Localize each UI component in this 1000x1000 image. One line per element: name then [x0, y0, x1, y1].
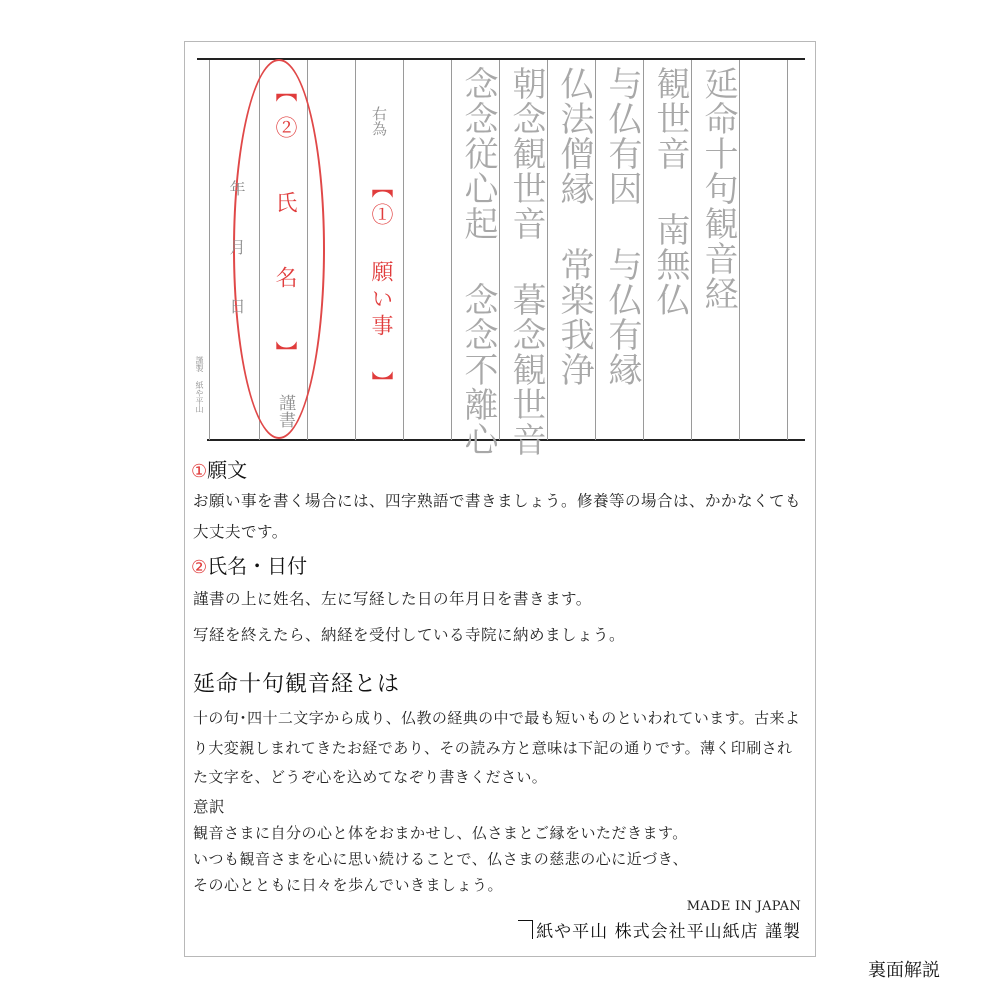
translation-heading: 意訳 — [193, 798, 226, 816]
column-line — [691, 60, 692, 440]
section-wish-body: お願い事を書く場合には、四字熟語で書きましょう。修養等の場合は、かかなくても大丈夫です。 — [193, 492, 802, 541]
sutra-sheet-card — [184, 41, 816, 957]
closing-text: 謹書 — [275, 394, 295, 428]
wish-placeholder: 【① 願い事 】 — [368, 176, 393, 398]
back-side-caption: 裏面解説 — [868, 960, 940, 981]
column-line — [739, 60, 740, 440]
column-line — [451, 60, 452, 440]
column-line — [787, 60, 788, 440]
column-line — [643, 60, 644, 440]
top-rule — [197, 58, 805, 60]
company-name: 紙や平山 株式会社平山紙店 謹製 — [536, 922, 801, 942]
sutra-column-1: 延命十句観音経 — [698, 66, 738, 311]
company-logo-icon — [518, 920, 533, 939]
sutra-column-3: 与仏有因 与仏有縁 — [602, 66, 642, 387]
column-line — [209, 60, 210, 440]
maker-vertical: 謹製 紙や平山 — [195, 356, 204, 413]
column-line — [595, 60, 596, 440]
company-line — [518, 917, 801, 942]
date-label: 年 月 日 — [227, 180, 246, 326]
marker-2: ② — [191, 557, 208, 578]
sutra-column-6: 念念従心起 念念不離心 — [458, 66, 498, 457]
column-line — [355, 60, 356, 440]
section-wish-heading — [191, 454, 247, 483]
sutra-column-4: 仏法僧縁 常楽我浄 — [554, 66, 594, 387]
about-body: 十の句･四十二文字から成り、仏教の経典の中で最も短いものといわれています。古来より大変親しまれてきたお経であり、その読み方と意味は下記の通りです。薄く印刷された文字を、どうぞ心を込めてなぞり書きください。 — [193, 709, 801, 786]
translation-line-1: 観音さまに自分の心と体をおまかせし、仏さまとご縁をいただきます。 — [193, 824, 688, 842]
column-line — [547, 60, 548, 440]
about-title: 延命十句観音経とは — [193, 672, 401, 697]
section-wish-title: 願文 — [207, 458, 248, 482]
column-line — [403, 60, 404, 440]
translation-line-2: いつも観音さまを心に思い続けることで、仏さまの慈悲の心に近づき、 — [193, 850, 689, 868]
made-in-label: MADE IN JAPAN — [686, 899, 801, 914]
section-name-title: 氏名・日付 — [207, 554, 308, 578]
section-name-heading — [191, 550, 307, 579]
name-placeholder: 【② 氏 名 】 — [272, 80, 297, 377]
tracing-sheet — [195, 56, 805, 457]
translation-line-3: その心とともに日々を歩んでいきましょう。 — [193, 876, 504, 894]
intro-text: 右為 — [370, 106, 388, 136]
column-line — [499, 60, 500, 440]
sutra-column-2: 観世音 南無仏 — [650, 66, 690, 317]
marker-1: ① — [191, 461, 208, 482]
sutra-column-5: 朝念観世音 暮念観世音 — [506, 66, 546, 457]
section-name-body-1: 謹書の上に姓名、左に写経した日の年月日を書きます。 — [193, 590, 592, 608]
section-name-body-2: 写経を終えたら、納経を受付している寺院に納めましょう。 — [193, 626, 626, 644]
